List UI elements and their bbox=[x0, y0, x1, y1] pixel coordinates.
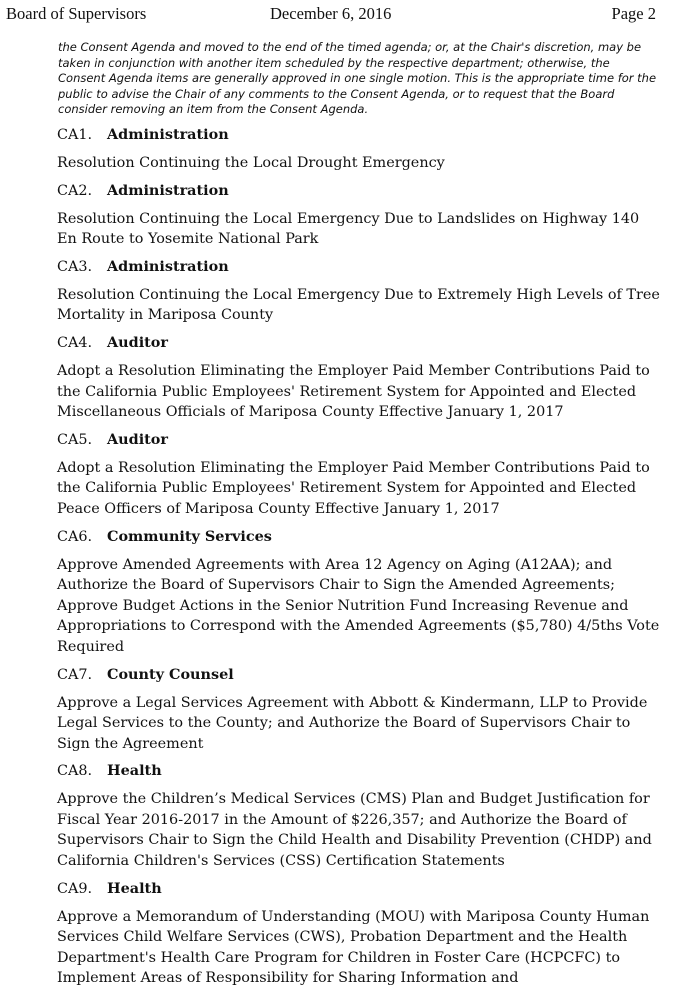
agenda-item-code: CA3. bbox=[57, 258, 93, 275]
agenda-item-ca6 bbox=[57, 527, 662, 658]
agenda-item-department: Health bbox=[107, 762, 162, 780]
agenda-item-description: Approve Amended Agreements with Area 12 Agency on Aging (A12AA); and Authorize the Board of Supervisors Chair to Sign the Amended Agreements; Approve Budget Actions in the Senior Nutrition Fund Increasing Revenue and Appropriations to Correspond with the Amended Agreements ($5,780) 4/5ths Vote Required bbox=[57, 556, 660, 655]
page-header bbox=[6, 4, 674, 26]
agenda-item-ca4 bbox=[57, 333, 662, 423]
agenda-item-code: CA4. bbox=[57, 334, 93, 351]
agenda-item-description: Resolution Continuing the Local Emergency Due to Extremely High Levels of Tree Mortality in Mariposa County bbox=[57, 286, 660, 324]
agenda-item-code: CA7. bbox=[57, 666, 93, 683]
agenda-item-department: Community Services bbox=[107, 527, 272, 545]
agenda-item-department: Administration bbox=[107, 257, 229, 275]
agenda-item-heading bbox=[57, 761, 662, 781]
agenda-item-ca1 bbox=[57, 125, 662, 174]
agenda-item-description: Adopt a Resolution Eliminating the Employer Paid Member Contributions Paid to the California Public Employees' Retirement System for Appointed and Elected Peace Officers of Mariposa County Effective January 1, 2017 bbox=[57, 459, 650, 517]
agenda-item-heading bbox=[57, 181, 662, 201]
agenda-item-ca9 bbox=[57, 879, 662, 989]
agenda-item-description: Approve the Children’s Medical Services (CMS) Plan and Budget Justification for Fiscal Year 2016-2017 in the Amount of $226,357; and Authorize the Board of Supervisors Chair to Sign the Child Health and Disability Prevention (CHDP) and California Children's Services (CSS) Certification Statements bbox=[57, 791, 652, 870]
agenda-item-heading bbox=[57, 333, 662, 353]
agenda-item-heading bbox=[57, 879, 662, 899]
agenda-item-ca8 bbox=[57, 761, 662, 871]
agenda-item-department: County Counsel bbox=[107, 665, 234, 683]
agenda-item-code: CA2. bbox=[57, 182, 93, 199]
agenda-item-description: Approve a Legal Services Agreement with Abbott & Kindermann, LLP to Provide Legal Services to the County; and Authorize the Board of Supervisors Chair to Sign the Agreement bbox=[57, 694, 648, 752]
consent-agenda-intro: the Consent Agenda and moved to the end of the timed agenda; or, at the Chair's discretion, may be taken in conjunction with another item scheduled by the respective department; otherwise, the Consent Agenda items are generally approved in one single motion. This is the appropriate time for the public to advise the Chair of any comments to the Consent Agenda, or to request that the Board consider removing an item from the Consent Agenda. bbox=[58, 40, 657, 116]
agenda-item-ca3 bbox=[57, 257, 662, 326]
agenda-item-heading bbox=[57, 527, 662, 547]
agenda-item-code: CA5. bbox=[57, 431, 93, 448]
agenda-item-ca5 bbox=[57, 430, 662, 520]
agenda-item-code: CA1. bbox=[57, 127, 93, 143]
agenda-item-department: Administration bbox=[107, 126, 229, 143]
consent-agenda-items bbox=[57, 125, 662, 996]
header-board-title: Board of Supervisors bbox=[6, 4, 147, 23]
agenda-item-department: Health bbox=[107, 879, 162, 897]
agenda-item-heading bbox=[57, 125, 662, 145]
agenda-item-department: Auditor bbox=[107, 333, 168, 351]
agenda-item-ca2 bbox=[57, 181, 662, 250]
agenda-item-heading bbox=[57, 665, 662, 685]
agenda-item-description: Approve a Memorandum of Understanding (MOU) with Mariposa County Human Services Child Welfare Services (CWS), Probation Department and the Health Department's Health Care Program for Children in Foster Care (HCPCFC) to Implement Areas of Responsibility for Sharing Information and bbox=[57, 908, 650, 987]
agenda-item-description: Resolution Continuing the Local Drought Emergency bbox=[57, 155, 445, 171]
agenda-item-ca7 bbox=[57, 665, 662, 755]
agenda-item-description: Resolution Continuing the Local Emergency Due to Landslides on Highway 140 En Route to Yosemite National Park bbox=[57, 210, 640, 248]
agenda-item-department: Administration bbox=[107, 181, 229, 199]
agenda-item-code: CA9. bbox=[57, 880, 93, 897]
header-date: December 6, 2016 bbox=[270, 4, 392, 23]
agenda-item-code: CA8. bbox=[57, 763, 93, 780]
agenda-item-department: Auditor bbox=[107, 430, 168, 448]
agenda-item-code: CA6. bbox=[57, 528, 93, 545]
agenda-item-heading bbox=[57, 257, 662, 277]
header-page-number: Page 2 bbox=[611, 4, 656, 23]
agenda-item-description: Adopt a Resolution Eliminating the Employer Paid Member Contributions Paid to the California Public Employees' Retirement System for Appointed and Elected Miscellaneous Officials of Mariposa County Effective January 1, 2017 bbox=[57, 362, 650, 421]
agenda-item-heading bbox=[57, 430, 662, 450]
